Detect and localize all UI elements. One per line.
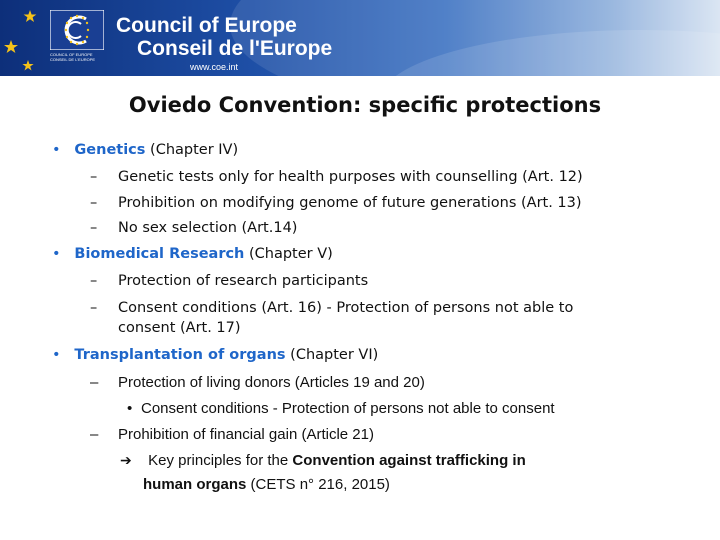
dash-icon: –	[90, 273, 98, 289]
list-item	[90, 374, 425, 391]
slide-title: Oviedo Convention: specific protections	[128, 93, 602, 117]
list-item-continuation: consent (Art. 17)	[118, 320, 241, 336]
section-heading: Transplantation of organs	[74, 347, 286, 363]
logo-caption-en: COUNCIL OF EUROPE	[50, 52, 93, 57]
star-icon	[24, 10, 37, 22]
bullet-icon: •	[52, 142, 61, 158]
dash-icon: –	[90, 374, 99, 391]
section-biomedical-research	[52, 246, 333, 262]
list-item	[90, 195, 582, 211]
note-convention-name-cont: human organs	[143, 476, 247, 493]
arrow-icon: ➔	[120, 452, 132, 468]
coe-logo	[50, 10, 104, 50]
bullet-icon: •	[52, 246, 61, 262]
list-item-text: Consent conditions (Art. 16) - Protection of persons not able to	[118, 300, 574, 316]
list-item	[90, 426, 374, 443]
dash-icon: –	[90, 426, 99, 443]
list-item-text: Protection of living donors (Articles 19 and 20)	[118, 374, 425, 391]
sub-list-item	[127, 400, 555, 417]
dash-icon: –	[90, 169, 98, 185]
note-reference: (CETS n° 216, 2015)	[246, 476, 390, 493]
list-item-text: Protection of research participants	[118, 273, 369, 289]
website-link[interactable]: www.coe.int	[190, 62, 239, 72]
note-convention-name: Convention against trafficking in	[292, 452, 526, 469]
list-item-text: Prohibition on modifying genome of future generations (Art. 13)	[118, 195, 582, 211]
list-item-text: Genetic tests only for health purposes with counselling (Art. 12)	[118, 169, 583, 185]
dash-icon: –	[90, 220, 98, 236]
org-name-fr: Conseil de l'Europe	[137, 37, 333, 60]
section-genetics	[52, 142, 238, 158]
list-item	[90, 273, 368, 289]
bullet-icon: •	[52, 347, 61, 363]
logo-caption	[50, 52, 110, 62]
logo-caption-fr: CONSEIL DE L'EUROPE	[50, 57, 96, 62]
header-banner	[0, 0, 720, 76]
section-chapter: (Chapter V)	[244, 246, 333, 262]
section-chapter: (Chapter IV)	[145, 142, 239, 158]
note-prefix: Key principles for the	[144, 452, 293, 469]
sub-bullet-icon: •	[127, 400, 133, 417]
list-item-text: No sex selection (Art.14)	[118, 220, 298, 236]
sub-list-item-text: Consent conditions - Protection of persons not able to consent	[141, 400, 555, 417]
star-icon	[22, 60, 33, 71]
dash-icon: –	[90, 300, 98, 316]
org-name-en: Council of Europe	[116, 14, 297, 37]
list-item-text: Prohibition of financial gain (Article 21)	[118, 426, 374, 443]
list-item	[90, 300, 573, 316]
dash-icon: –	[90, 195, 98, 211]
section-heading: Biomedical Research	[74, 246, 245, 262]
section-transplantation	[52, 347, 378, 363]
key-principles-note	[120, 452, 526, 469]
key-principles-note-line2	[143, 476, 390, 493]
section-heading: Genetics	[74, 142, 146, 158]
list-item	[90, 220, 297, 236]
section-chapter: (Chapter VI)	[285, 347, 379, 363]
stars-decoration	[0, 0, 720, 76]
list-item	[90, 169, 583, 185]
star-icon	[4, 40, 18, 53]
